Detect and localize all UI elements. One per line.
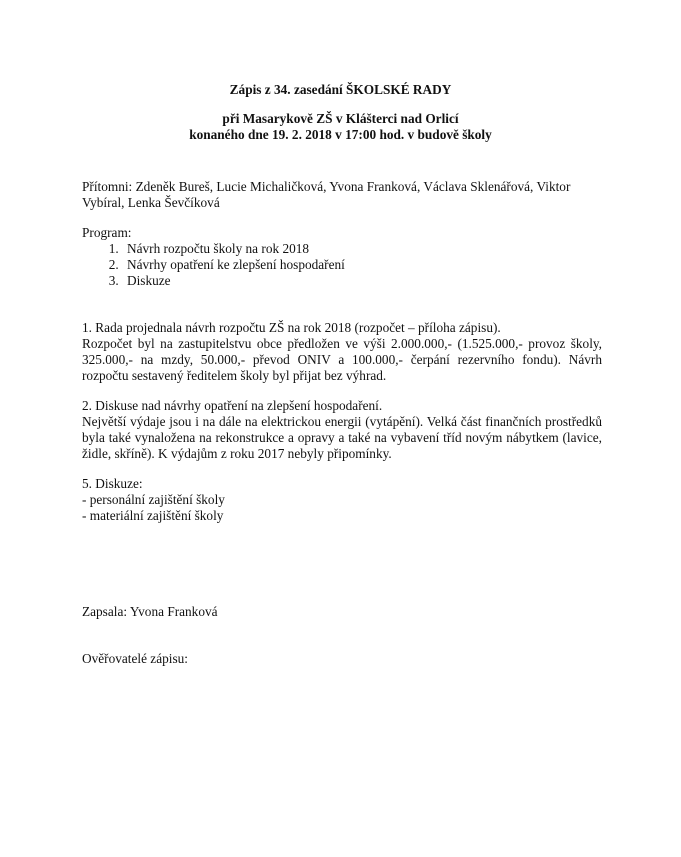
section-measures: [82, 398, 602, 462]
document-subtitle-date: konaného dne 19. 2. 2018 v 17:00 hod. v budově školy: [189, 127, 492, 142]
program-item: 2. Návrhy opatření ke zlepšení hospodaření: [122, 257, 602, 273]
program-heading: Program:: [82, 225, 132, 240]
discussion-item: - materiální zajištění školy: [82, 508, 224, 523]
section-discussion-heading: 5. Diskuze:: [82, 476, 143, 491]
discussion-item: - personální zajištění školy: [82, 492, 225, 507]
program-list: [82, 241, 602, 289]
program-section: [82, 225, 602, 289]
section-measures-body: Největší výdaje jsou i na dále na elektrickou energii (vytápění). Velká část finančních prostředků byla také vynaložena na rekonstrukce a opravy a také na vybavení tříd novým nábytkem (lavice, židle, skříně). K výdajům z roku 2017 nebyly připomínky.: [82, 414, 602, 461]
section-budget-body: Rozpočet byl na zastupitelstvu obce předložen ve výši 2.000.000,- (1.525.000,- provoz školy, 325.000,- na mzdy, 50.000,- převod ONIV a 100.000,- čerpání rezervního fondu). Návrh rozpočtu sestavený ředitelem školy byl přijat bez výhrad.: [82, 336, 602, 383]
program-item: 3. Diskuze: [122, 273, 602, 289]
section-budget-heading: 1. Rada projednala návrh rozpočtu ZŠ na rok 2018 (rozpočet – příloha zápisu).: [82, 320, 501, 335]
program-item: 1. Návrh rozpočtu školy na rok 2018: [122, 241, 602, 257]
document-title: Zápis z 34. zasedání ŠKOLSKÉ RADY: [229, 82, 452, 97]
recorder-line: Zapsala: Yvona Franková: [82, 604, 218, 619]
section-measures-heading: 2. Diskuse nad návrhy opatření na zlepšení hospodaření.: [82, 398, 383, 413]
verifiers-line: Ověřovatelé zápisu:: [82, 651, 188, 666]
attendance-paragraph: [82, 179, 602, 211]
section-budget: [82, 320, 602, 384]
attendance-text: Přítomni: Zdeněk Bureš, Lucie Michaličková, Yvona Franková, Václava Sklenářová, Viktor Vybíral, Lenka Ševčíková: [82, 179, 571, 210]
section-discussion: [82, 476, 602, 524]
document-subtitle-school: při Masarykově ZŠ v Klášterci nad Orlicí: [222, 111, 459, 126]
